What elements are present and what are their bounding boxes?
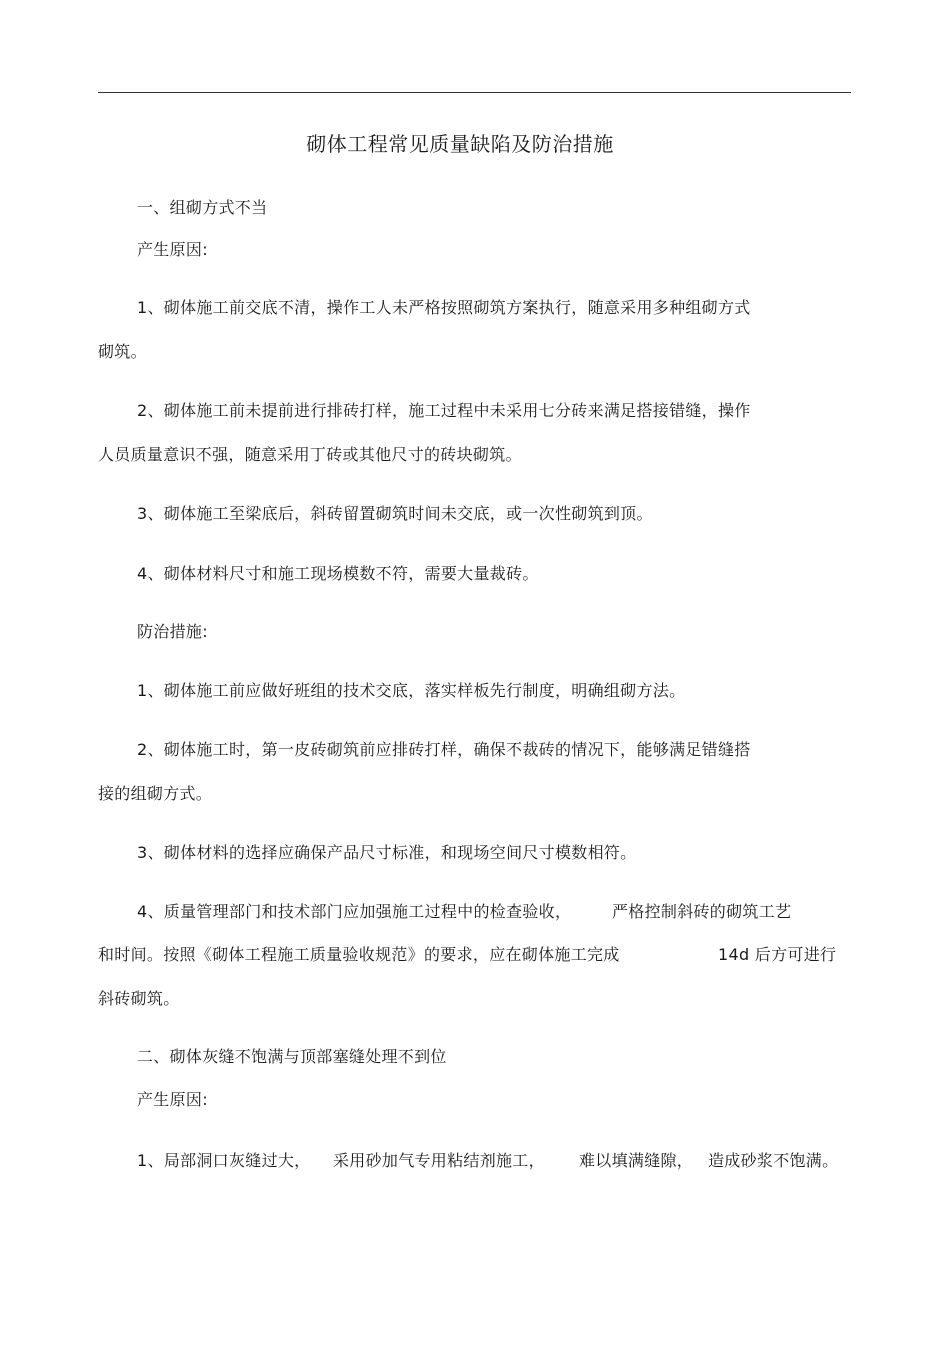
paragraph-line: 接的组砌方式。: [98, 784, 213, 803]
paragraph-line: 采用砂加气专用粘结剂施工，: [333, 1151, 545, 1170]
paragraph-line: 14d 后方可进行: [718, 945, 837, 964]
subheading-causes-2: 产生原因:: [137, 1090, 208, 1109]
paragraph-line: 2、砌体施工前未提前进行排砖打样，施工过程中未采用七分砖来满足搭接错缝，操作: [137, 401, 751, 420]
paragraph-line: 1、砌体施工前应做好班组的技术交底，落实样板先行制度，明确组砌方法。: [137, 681, 686, 700]
paragraph-line: 造成砂浆不饱满。: [708, 1151, 839, 1170]
paragraph-line: 4、砌体材料尺寸和施工现场模数不符，需要大量裁砖。: [137, 564, 539, 583]
paragraph-line: 1、砌体施工前交底不清，操作工人未严格按照砌筑方案执行，随意采用多种组砌方式: [137, 298, 751, 317]
paragraph-line: 严格控制斜砖的砌筑工艺: [612, 902, 792, 921]
section-heading-2: 二、砌体灰缝不饱满与顶部塞缝处理不到位: [137, 1047, 447, 1066]
paragraph-line: 1、局部洞口灰缝过大，: [137, 1151, 311, 1170]
header-rule: [98, 92, 851, 93]
paragraph-line: 和时间。按照《砌体工程施工质量验收规范》的要求，应在砌体施工完成: [98, 945, 620, 964]
subheading-causes-1: 产生原因:: [137, 240, 208, 259]
section-heading-1: 一、组砌方式不当: [137, 198, 268, 217]
paragraph-line: 4、质量管理部门和技术部门应加强施工过程中的检查验收，: [137, 902, 572, 921]
paragraph-line: 砌筑。: [98, 342, 147, 361]
document-title: 砌体工程常见质量缺陷及防治措施: [306, 132, 614, 156]
paragraph-line: 3、砌体施工至梁底后，斜砖留置砌筑时间未交底，或一次性砌筑到顶。: [137, 504, 653, 523]
subheading-measures-1: 防治措施:: [137, 622, 208, 641]
paragraph-line: 3、砌体材料的选择应确保产品尺寸标准，和现场空间尺寸模数相符。: [137, 843, 637, 862]
paragraph-line: 难以填满缝隙，: [579, 1151, 694, 1170]
paragraph-line: 2、砌体施工时，第一皮砖砌筑前应排砖打样，确保不裁砖的情况下，能够满足错缝搭: [137, 740, 751, 759]
paragraph-line: 人员质量意识不强，随意采用丁砖或其他尺寸的砖块砌筑。: [98, 445, 522, 464]
paragraph-line: 斜砖砌筑。: [98, 989, 180, 1008]
